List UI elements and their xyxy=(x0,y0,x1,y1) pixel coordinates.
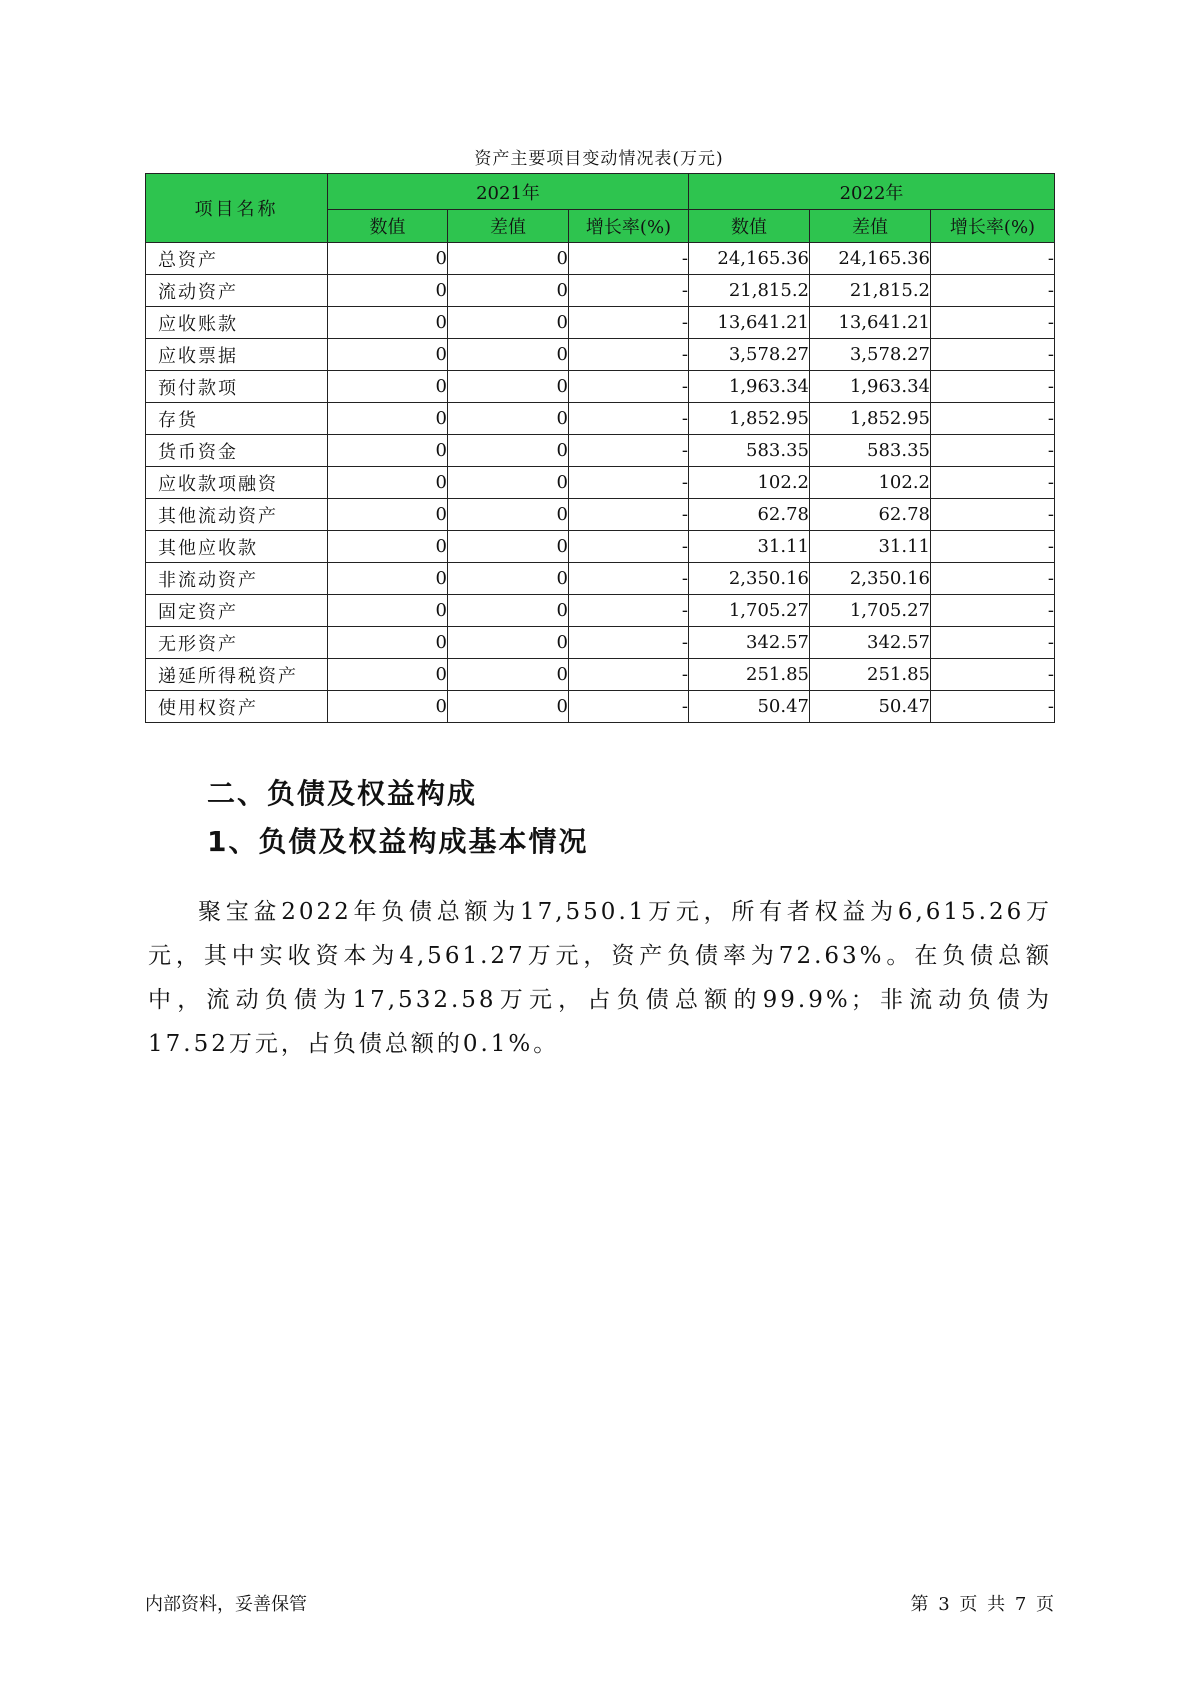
cell-diff-2022: 251.85 xyxy=(810,659,931,691)
cell-value-2022: 50.47 xyxy=(689,691,810,723)
header-growth-2021: 增长率(%) xyxy=(569,210,689,243)
cell-diff-2022: 3,578.27 xyxy=(810,339,931,371)
cell-row-name: 应收款项融资 xyxy=(146,467,328,499)
cell-value-2022: 62.78 xyxy=(689,499,810,531)
header-value-2022: 数值 xyxy=(689,210,810,243)
cell-diff-2021: 0 xyxy=(448,307,569,339)
table-body xyxy=(146,243,1055,723)
cell-value-2022: 1,963.34 xyxy=(689,371,810,403)
cell-value-2022: 1,705.27 xyxy=(689,595,810,627)
cell-growth-2022: - xyxy=(931,403,1055,435)
header-diff-2022: 差值 xyxy=(810,210,931,243)
cell-growth-2022: - xyxy=(931,435,1055,467)
header-item-name: 项目名称 xyxy=(146,174,328,243)
cell-diff-2022: 2,350.16 xyxy=(810,563,931,595)
cell-diff-2021: 0 xyxy=(448,499,569,531)
header-growth-2022: 增长率(%) xyxy=(931,210,1055,243)
cell-growth-2022: - xyxy=(931,595,1055,627)
cell-diff-2021: 0 xyxy=(448,339,569,371)
cell-diff-2021: 0 xyxy=(448,243,569,275)
cell-value-2022: 31.11 xyxy=(689,531,810,563)
subsection-heading: 1、负债及权益构成基本情况 xyxy=(207,825,589,858)
table-row xyxy=(146,371,1055,403)
cell-row-name: 预付款项 xyxy=(146,371,328,403)
table-row xyxy=(146,243,1055,275)
cell-growth-2022: - xyxy=(931,275,1055,307)
cell-growth-2021: - xyxy=(569,595,689,627)
cell-diff-2021: 0 xyxy=(448,275,569,307)
cell-value-2021: 0 xyxy=(328,691,448,723)
header-diff-2021: 差值 xyxy=(448,210,569,243)
cell-diff-2021: 0 xyxy=(448,659,569,691)
table-row xyxy=(146,403,1055,435)
cell-row-name: 非流动资产 xyxy=(146,563,328,595)
cell-diff-2022: 1,852.95 xyxy=(810,403,931,435)
cell-growth-2021: - xyxy=(569,339,689,371)
cell-diff-2021: 0 xyxy=(448,563,569,595)
cell-row-name: 流动资产 xyxy=(146,275,328,307)
cell-diff-2021: 0 xyxy=(448,403,569,435)
header-year-2022: 2022年 xyxy=(689,174,1055,210)
cell-diff-2021: 0 xyxy=(448,691,569,723)
cell-row-name: 应收票据 xyxy=(146,339,328,371)
cell-diff-2022: 102.2 xyxy=(810,467,931,499)
cell-row-name: 总资产 xyxy=(146,243,328,275)
table-row xyxy=(146,435,1055,467)
table-row xyxy=(146,627,1055,659)
cell-row-name: 货币资金 xyxy=(146,435,328,467)
cell-value-2021: 0 xyxy=(328,435,448,467)
cell-value-2021: 0 xyxy=(328,339,448,371)
asset-change-table xyxy=(145,173,1055,723)
cell-growth-2021: - xyxy=(569,531,689,563)
table-row xyxy=(146,531,1055,563)
cell-growth-2021: - xyxy=(569,659,689,691)
cell-diff-2022: 31.11 xyxy=(810,531,931,563)
cell-growth-2021: - xyxy=(569,371,689,403)
cell-value-2022: 251.85 xyxy=(689,659,810,691)
cell-diff-2022: 62.78 xyxy=(810,499,931,531)
cell-diff-2021: 0 xyxy=(448,595,569,627)
cell-growth-2022: - xyxy=(931,467,1055,499)
table-row xyxy=(146,499,1055,531)
cell-value-2021: 0 xyxy=(328,403,448,435)
cell-value-2022: 21,815.2 xyxy=(689,275,810,307)
cell-row-name: 固定资产 xyxy=(146,595,328,627)
cell-value-2022: 24,165.36 xyxy=(689,243,810,275)
cell-value-2021: 0 xyxy=(328,243,448,275)
cell-diff-2022: 583.35 xyxy=(810,435,931,467)
cell-value-2021: 0 xyxy=(328,275,448,307)
table-row xyxy=(146,339,1055,371)
cell-growth-2022: - xyxy=(931,627,1055,659)
cell-diff-2021: 0 xyxy=(448,531,569,563)
cell-growth-2022: - xyxy=(931,691,1055,723)
cell-value-2021: 0 xyxy=(328,595,448,627)
cell-growth-2022: - xyxy=(931,339,1055,371)
cell-row-name: 递延所得税资产 xyxy=(146,659,328,691)
table-row xyxy=(146,595,1055,627)
table-row xyxy=(146,467,1055,499)
cell-value-2021: 0 xyxy=(328,531,448,563)
cell-diff-2022: 21,815.2 xyxy=(810,275,931,307)
cell-diff-2022: 24,165.36 xyxy=(810,243,931,275)
cell-row-name: 其他流动资产 xyxy=(146,499,328,531)
cell-value-2021: 0 xyxy=(328,307,448,339)
table-row xyxy=(146,659,1055,691)
body-paragraph: 聚宝盆2022年负债总额为17,550.1万元，所有者权益为6,615.26万元，其中实收资本为4,561.27万元，资产负债率为72.63%。在负债总额中，流动负债为17,532.58万元，占负债总额的99.9%；非流动负债为17.52万元，占负债总额的0.1%。 xyxy=(148,899,1052,1057)
cell-diff-2022: 50.47 xyxy=(810,691,931,723)
cell-value-2022: 3,578.27 xyxy=(689,339,810,371)
cell-growth-2022: - xyxy=(931,563,1055,595)
cell-growth-2021: - xyxy=(569,691,689,723)
cell-value-2021: 0 xyxy=(328,499,448,531)
footer-page-number: 第 3 页 共 7 页 xyxy=(910,1594,1054,1615)
table-row xyxy=(146,691,1055,723)
cell-diff-2021: 0 xyxy=(448,435,569,467)
cell-row-name: 其他应收款 xyxy=(146,531,328,563)
footer-confidential: 内部资料，妥善保管 xyxy=(145,1594,307,1615)
cell-value-2022: 583.35 xyxy=(689,435,810,467)
cell-value-2022: 2,350.16 xyxy=(689,563,810,595)
cell-value-2022: 1,852.95 xyxy=(689,403,810,435)
cell-growth-2021: - xyxy=(569,307,689,339)
cell-growth-2021: - xyxy=(569,403,689,435)
cell-value-2022: 13,641.21 xyxy=(689,307,810,339)
cell-growth-2021: - xyxy=(569,467,689,499)
table-row xyxy=(146,307,1055,339)
cell-diff-2021: 0 xyxy=(448,371,569,403)
cell-diff-2021: 0 xyxy=(448,627,569,659)
cell-growth-2021: - xyxy=(569,499,689,531)
cell-value-2022: 342.57 xyxy=(689,627,810,659)
table-row xyxy=(146,563,1055,595)
cell-growth-2021: - xyxy=(569,243,689,275)
cell-growth-2022: - xyxy=(931,659,1055,691)
cell-value-2021: 0 xyxy=(328,659,448,691)
cell-diff-2022: 342.57 xyxy=(810,627,931,659)
table-caption: 资产主要项目变动情况表(万元) xyxy=(474,149,724,169)
table-row xyxy=(146,275,1055,307)
cell-diff-2022: 1,963.34 xyxy=(810,371,931,403)
cell-growth-2021: - xyxy=(569,275,689,307)
cell-value-2021: 0 xyxy=(328,371,448,403)
cell-diff-2022: 1,705.27 xyxy=(810,595,931,627)
cell-growth-2022: - xyxy=(931,243,1055,275)
cell-row-name: 应收账款 xyxy=(146,307,328,339)
cell-row-name: 存货 xyxy=(146,403,328,435)
cell-value-2022: 102.2 xyxy=(689,467,810,499)
cell-growth-2022: - xyxy=(931,307,1055,339)
cell-growth-2021: - xyxy=(569,563,689,595)
cell-growth-2021: - xyxy=(569,435,689,467)
cell-diff-2022: 13,641.21 xyxy=(810,307,931,339)
cell-growth-2022: - xyxy=(931,531,1055,563)
cell-row-name: 无形资产 xyxy=(146,627,328,659)
cell-value-2021: 0 xyxy=(328,467,448,499)
cell-value-2021: 0 xyxy=(328,627,448,659)
header-value-2021: 数值 xyxy=(328,210,448,243)
cell-diff-2021: 0 xyxy=(448,467,569,499)
section-heading: 二、负债及权益构成 xyxy=(207,777,478,810)
header-year-2021: 2021年 xyxy=(328,174,689,210)
cell-value-2021: 0 xyxy=(328,563,448,595)
cell-growth-2021: - xyxy=(569,627,689,659)
cell-growth-2022: - xyxy=(931,499,1055,531)
cell-growth-2022: - xyxy=(931,371,1055,403)
cell-row-name: 使用权资产 xyxy=(146,691,328,723)
